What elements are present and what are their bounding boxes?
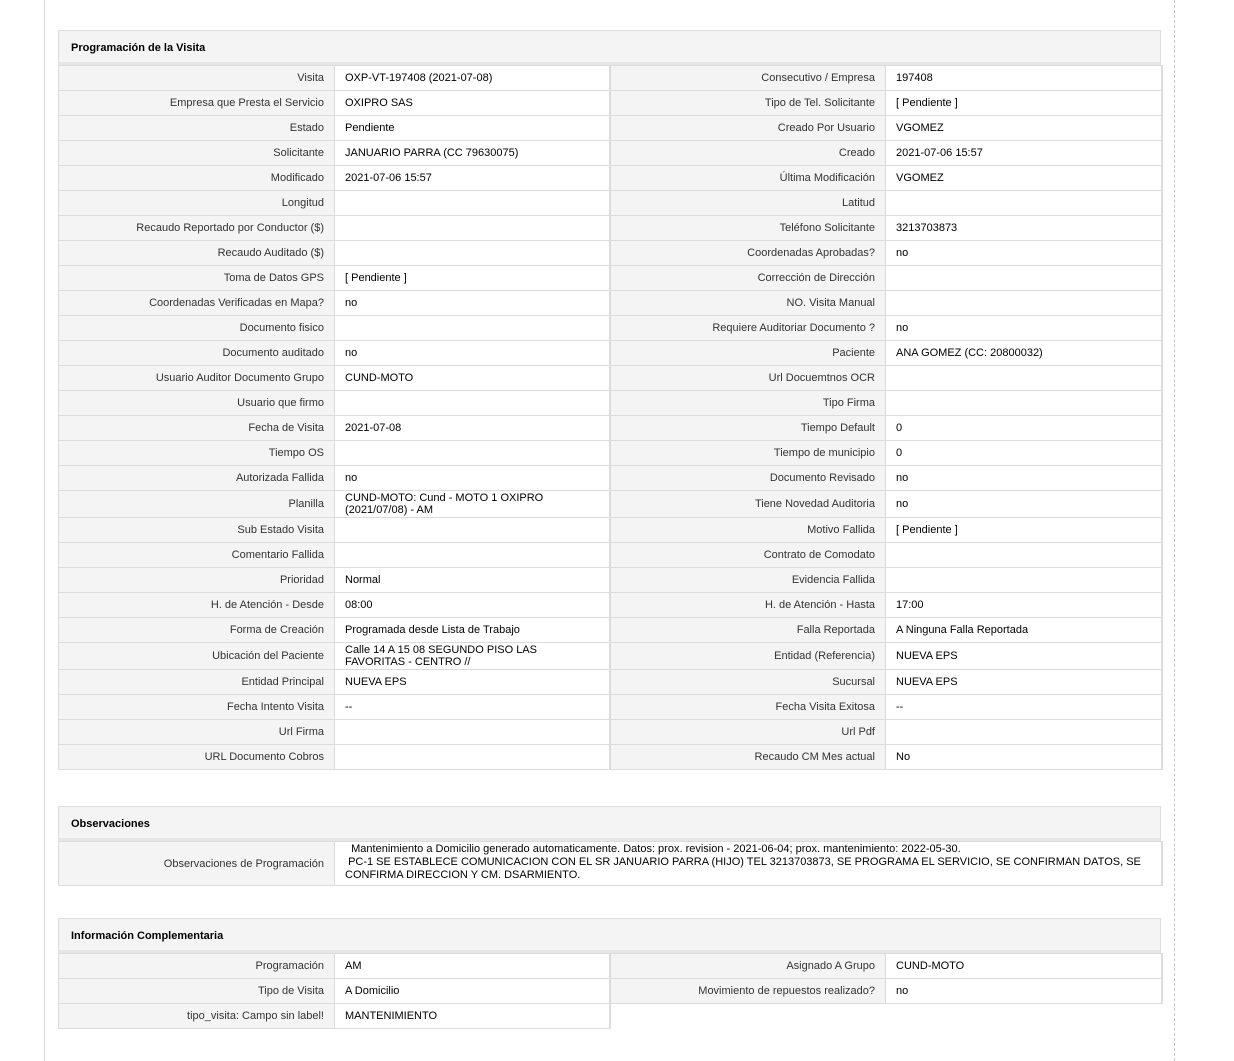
field-label: Falla Reportada bbox=[610, 618, 886, 643]
field-value: no bbox=[886, 491, 1162, 518]
field-value bbox=[335, 216, 610, 241]
field-value: no bbox=[886, 316, 1162, 341]
field-label: Paciente bbox=[610, 341, 886, 366]
field-label: Motivo Fallida bbox=[610, 518, 886, 543]
field-value bbox=[886, 720, 1162, 745]
field-value: NUEVA EPS bbox=[886, 643, 1162, 670]
field-label bbox=[610, 1004, 886, 1029]
table-row bbox=[59, 842, 1162, 886]
field-value: NUEVA EPS bbox=[335, 670, 610, 695]
field-value: -- bbox=[886, 695, 1162, 720]
field-value bbox=[886, 391, 1162, 416]
field-label: Planilla bbox=[59, 491, 335, 518]
field-label: Empresa que Presta el Servicio bbox=[59, 91, 335, 116]
field-value bbox=[886, 291, 1162, 316]
field-value: 3213703873 bbox=[886, 216, 1162, 241]
field-value bbox=[335, 745, 610, 770]
field-label: Tiempo Default bbox=[610, 416, 886, 441]
field-value bbox=[886, 568, 1162, 593]
observaciones-value bbox=[335, 842, 1162, 886]
field-value: no bbox=[886, 241, 1162, 266]
field-label: Fecha Intento Visita bbox=[59, 695, 335, 720]
field-label: Documento fisico bbox=[59, 316, 335, 341]
observaciones-table bbox=[58, 841, 1163, 886]
observation-line: Mantenimiento a Domicilio generado automaticamente. Datos: prox. revision - 2021-06-04; prox. mantenimiento: 2022-05-30. bbox=[345, 843, 961, 855]
field-value: Pendiente bbox=[335, 116, 610, 141]
field-label: Tiene Novedad Auditoria bbox=[610, 491, 886, 518]
field-label: Contrato de Comodato bbox=[610, 543, 886, 568]
observaciones-panel bbox=[58, 806, 1161, 886]
field-value: CUND-MOTO: Cund - MOTO 1 OXIPRO (2021/07/08) - AM bbox=[335, 491, 610, 518]
field-label: Url Docuemtnos OCR bbox=[610, 366, 886, 391]
field-value: No bbox=[886, 745, 1162, 770]
field-label: Visita bbox=[59, 66, 335, 91]
field-value: Programada desde Lista de Trabajo bbox=[335, 618, 610, 643]
field-value: 2021-07-08 bbox=[335, 416, 610, 441]
field-label: Sub Estado Visita bbox=[59, 518, 335, 543]
field-value: Calle 14 A 15 08 SEGUNDO PISO LAS FAVORITAS - CENTRO // bbox=[335, 643, 610, 670]
field-value bbox=[335, 191, 610, 216]
field-label: Requiere Auditoriar Documento ? bbox=[610, 316, 886, 341]
field-label: Coordenadas Aprobadas? bbox=[610, 241, 886, 266]
table-row bbox=[59, 441, 1162, 466]
field-label: Url Firma bbox=[59, 720, 335, 745]
table-row bbox=[59, 695, 1162, 720]
table-row bbox=[59, 954, 1162, 979]
table-row bbox=[59, 745, 1162, 770]
field-label: Forma de Creación bbox=[59, 618, 335, 643]
field-label: Consecutivo / Empresa bbox=[610, 66, 886, 91]
field-label: Ubicación del Paciente bbox=[59, 643, 335, 670]
field-value: no bbox=[335, 341, 610, 366]
table-row bbox=[59, 416, 1162, 441]
field-label: tipo_visita: Campo sin label! bbox=[59, 1004, 335, 1029]
field-label: Fecha de Visita bbox=[59, 416, 335, 441]
field-label: Tipo Firma bbox=[610, 391, 886, 416]
field-label: Coordenadas Verificadas en Mapa? bbox=[59, 291, 335, 316]
table-row bbox=[59, 568, 1162, 593]
field-value: JANUARIO PARRA (CC 79630075) bbox=[335, 141, 610, 166]
field-value: CUND-MOTO bbox=[886, 954, 1162, 979]
field-value: no bbox=[886, 466, 1162, 491]
table-row bbox=[59, 341, 1162, 366]
field-value: [ Pendiente ] bbox=[886, 518, 1162, 543]
field-value bbox=[886, 191, 1162, 216]
table-row bbox=[59, 116, 1162, 141]
field-value bbox=[335, 518, 610, 543]
field-label: Movimiento de repuestos realizado? bbox=[610, 979, 886, 1004]
field-value bbox=[335, 241, 610, 266]
table-row bbox=[59, 643, 1162, 670]
table-row bbox=[59, 720, 1162, 745]
field-label: Tiempo de municipio bbox=[610, 441, 886, 466]
field-label: Comentario Fallida bbox=[59, 543, 335, 568]
field-label: Documento Revisado bbox=[610, 466, 886, 491]
field-label: Sucursal bbox=[610, 670, 886, 695]
field-value: VGOMEZ bbox=[886, 166, 1162, 191]
field-value: no bbox=[335, 291, 610, 316]
field-value bbox=[335, 391, 610, 416]
field-value: -- bbox=[335, 695, 610, 720]
field-value bbox=[335, 316, 610, 341]
table-row bbox=[59, 618, 1162, 643]
field-label: Entidad Principal bbox=[59, 670, 335, 695]
field-label: Recaudo Auditado ($) bbox=[59, 241, 335, 266]
table-row bbox=[59, 316, 1162, 341]
field-label: Creado bbox=[610, 141, 886, 166]
table-row bbox=[59, 491, 1162, 518]
field-label: Estado bbox=[59, 116, 335, 141]
field-value: AM bbox=[335, 954, 610, 979]
field-value: 2021-07-06 15:57 bbox=[886, 141, 1162, 166]
field-label: Asignado A Grupo bbox=[610, 954, 886, 979]
programacion-panel bbox=[58, 30, 1161, 770]
field-label: Observaciones de Programación bbox=[59, 842, 335, 886]
field-value: 0 bbox=[886, 416, 1162, 441]
table-row bbox=[59, 241, 1162, 266]
field-value bbox=[335, 441, 610, 466]
table-row bbox=[59, 291, 1162, 316]
table-row bbox=[59, 266, 1162, 291]
field-value: 2021-07-06 15:57 bbox=[335, 166, 610, 191]
table-row bbox=[59, 216, 1162, 241]
field-value: NUEVA EPS bbox=[886, 670, 1162, 695]
field-label: H. de Atención - Desde bbox=[59, 593, 335, 618]
field-label: Tipo de Tel. Solicitante bbox=[610, 91, 886, 116]
field-label: Recaudo Reportado por Conductor ($) bbox=[59, 216, 335, 241]
table-row bbox=[59, 518, 1162, 543]
field-value: no bbox=[335, 466, 610, 491]
field-value: no bbox=[886, 979, 1162, 1004]
field-label: Toma de Datos GPS bbox=[59, 266, 335, 291]
field-value: MANTENIMIENTO bbox=[335, 1004, 610, 1029]
table-row bbox=[59, 1004, 1162, 1029]
table-row bbox=[59, 141, 1162, 166]
field-value: OXP-VT-197408 (2021-07-08) bbox=[335, 66, 610, 91]
table-row bbox=[59, 670, 1162, 695]
informacion-table bbox=[58, 953, 1163, 1029]
field-label: Última Modificación bbox=[610, 166, 886, 191]
table-row bbox=[59, 91, 1162, 116]
field-value: [ Pendiente ] bbox=[335, 266, 610, 291]
field-value bbox=[886, 1004, 1162, 1029]
field-label: H. de Atención - Hasta bbox=[610, 593, 886, 618]
programacion-table bbox=[58, 65, 1163, 770]
table-row bbox=[59, 979, 1162, 1004]
field-value: Normal bbox=[335, 568, 610, 593]
field-label: Tipo de Visita bbox=[59, 979, 335, 1004]
table-row bbox=[59, 543, 1162, 568]
field-label: Url Pdf bbox=[610, 720, 886, 745]
field-label: Teléfono Solicitante bbox=[610, 216, 886, 241]
field-value: VGOMEZ bbox=[886, 116, 1162, 141]
field-label: URL Documento Cobros bbox=[59, 745, 335, 770]
programacion-header: Programación de la Visita bbox=[58, 30, 1161, 65]
table-row bbox=[59, 391, 1162, 416]
observaciones-header: Observaciones bbox=[58, 806, 1161, 841]
field-label: Autorizada Fallida bbox=[59, 466, 335, 491]
field-value: ANA GOMEZ (CC: 20800032) bbox=[886, 341, 1162, 366]
field-value: 17:00 bbox=[886, 593, 1162, 618]
field-value: A Domicilio bbox=[335, 979, 610, 1004]
field-value: A Ninguna Falla Reportada bbox=[886, 618, 1162, 643]
table-row bbox=[59, 366, 1162, 391]
field-value: 08:00 bbox=[335, 593, 610, 618]
field-value: OXIPRO SAS bbox=[335, 91, 610, 116]
field-value: CUND-MOTO bbox=[335, 366, 610, 391]
field-value bbox=[886, 366, 1162, 391]
field-label: Tiempo OS bbox=[59, 441, 335, 466]
field-label: NO. Visita Manual bbox=[610, 291, 886, 316]
field-label: Fecha Visita Exitosa bbox=[610, 695, 886, 720]
table-row bbox=[59, 191, 1162, 216]
field-label: Usuario Auditor Documento Grupo bbox=[59, 366, 335, 391]
informacion-header: Información Complementaria bbox=[58, 918, 1161, 953]
field-label: Documento auditado bbox=[59, 341, 335, 366]
field-label: Programación bbox=[59, 954, 335, 979]
table-row bbox=[59, 166, 1162, 191]
field-value bbox=[886, 543, 1162, 568]
field-value: 197408 bbox=[886, 66, 1162, 91]
observation-line: PC-1 SE ESTABLECE COMUNICACION CON EL SR JANUARIO PARRA (HIJO) TEL 3213703873, SE PROGRAMA EL SERVICIO, SE CONFIRMAN DATOS, SE CONFIRMA DIRECCION Y CM. DSARMIENTO. bbox=[345, 856, 1144, 881]
field-label: Usuario que firmo bbox=[59, 391, 335, 416]
field-label: Solicitante bbox=[59, 141, 335, 166]
field-value bbox=[886, 266, 1162, 291]
field-label: Latitud bbox=[610, 191, 886, 216]
field-label: Entidad (Referencia) bbox=[610, 643, 886, 670]
field-label: Recaudo CM Mes actual bbox=[610, 745, 886, 770]
field-value bbox=[335, 543, 610, 568]
field-label: Evidencia Fallida bbox=[610, 568, 886, 593]
field-label: Prioridad bbox=[59, 568, 335, 593]
field-value: [ Pendiente ] bbox=[886, 91, 1162, 116]
field-label: Creado Por Usuario bbox=[610, 116, 886, 141]
field-label: Corrección de Dirección bbox=[610, 266, 886, 291]
table-row bbox=[59, 593, 1162, 618]
informacion-panel bbox=[58, 918, 1161, 1029]
field-value bbox=[335, 720, 610, 745]
table-row bbox=[59, 66, 1162, 91]
field-value: 0 bbox=[886, 441, 1162, 466]
table-row bbox=[59, 466, 1162, 491]
field-label: Longitud bbox=[59, 191, 335, 216]
field-label: Modificado bbox=[59, 166, 335, 191]
